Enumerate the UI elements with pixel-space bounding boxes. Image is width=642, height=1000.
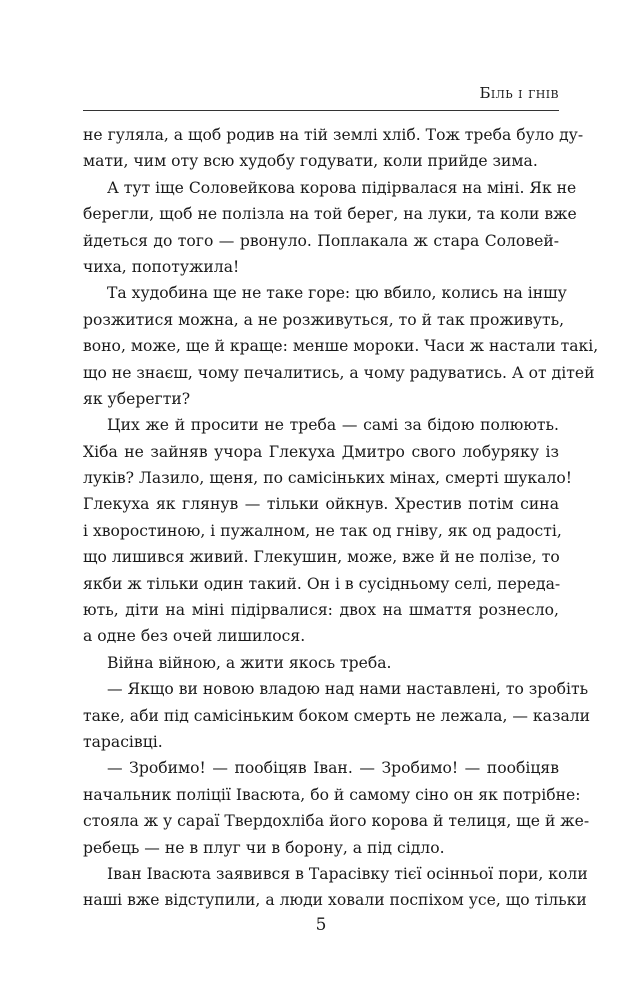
text-line: а одне без очей лишилося. xyxy=(83,627,306,646)
text-line: луків? Лазило, щеня, по самісіньких мінах, смерті шукало! xyxy=(83,469,573,488)
body-text xyxy=(83,122,599,914)
text-line: А тут іще Соловейкова корова підірвалася на міні. Як не xyxy=(107,178,577,197)
text-line: Іван Івасюта заявився в Тарасівку тієї осінньої пори, коли xyxy=(107,864,588,883)
page-number: 5 xyxy=(315,915,327,935)
text-line: і хворостиною, і пужалном, не так од гніву, як од радості, xyxy=(83,521,562,540)
text-line: що не знаєш, чому печалитись, а чому радуватись. А от дітей xyxy=(83,363,595,382)
text-line: йдеться до того — рвонуло. Поплакала ж стара Соловей- xyxy=(83,231,559,250)
text-line: Глекуха як глянув — тільки ойкнув. Хрестив потім сина xyxy=(83,495,559,514)
text-line: чиха, попотужила! xyxy=(83,257,240,276)
header-rule xyxy=(83,110,559,111)
text-line: берегли, щоб не полізла на той берег, на луки, та коли вже xyxy=(83,205,577,224)
text-line: стояла ж у сараї Твердохліба його корова й телиця, ще й же- xyxy=(83,812,590,831)
running-head-title: Біль і гнів xyxy=(479,84,559,102)
text-line: — Якщо ви новою владою над нами наставлені, то зробіть xyxy=(107,680,589,699)
text-line: таке, аби під самісіньким боком смерть не лежала, — казали xyxy=(83,706,591,725)
text-line: не гуляла, а щоб родив на тій землі хліб. Тож треба було ду- xyxy=(83,126,584,144)
text-line: ребець — не в плуг чи в борону, а під сідло. xyxy=(83,838,445,857)
text-line: воно, може, ще й краще: менше мороки. Часи ж настали такі, xyxy=(83,337,599,356)
text-line: якби ж тільки один такий. Он і в сусідньому селі, переда- xyxy=(83,574,561,593)
text-line: тарасівці. xyxy=(83,732,163,751)
text-line: Та худобина ще не таке горе: цю вбило, колись на іншу xyxy=(107,284,567,303)
text-line: ють, діти на міні підірвалися: двох на шмаття рознесло, xyxy=(83,601,559,620)
text-line: наші вже відступили, а люди ховали поспіхом усе, що тільки xyxy=(83,891,587,910)
text-line: як уберегти? xyxy=(83,389,191,408)
text-line: Війна війною, а жити якось треба. xyxy=(107,653,392,672)
text-line: — Зробимо! — пообіцяв Іван. — Зробимо! — пообіцяв xyxy=(107,759,559,778)
text-line: що лишився живий. Глекушин, може, вже й не полізе, то xyxy=(83,548,560,567)
text-line: розжитися можна, а не розживуться, то й так проживуть, xyxy=(83,310,565,329)
text-line: Цих же й просити не треба — самі за бідою полюють. xyxy=(107,416,559,435)
text-line: начальник поліції Івасюта, бо й самому сіно он як потрібне: xyxy=(83,785,581,804)
text-line: мати, чим оту всю худобу годувати, коли прийде зима. xyxy=(83,152,538,171)
text-line: Хіба не зайняв учора Глекуха Дмитро свого лобуряку із xyxy=(83,442,559,461)
